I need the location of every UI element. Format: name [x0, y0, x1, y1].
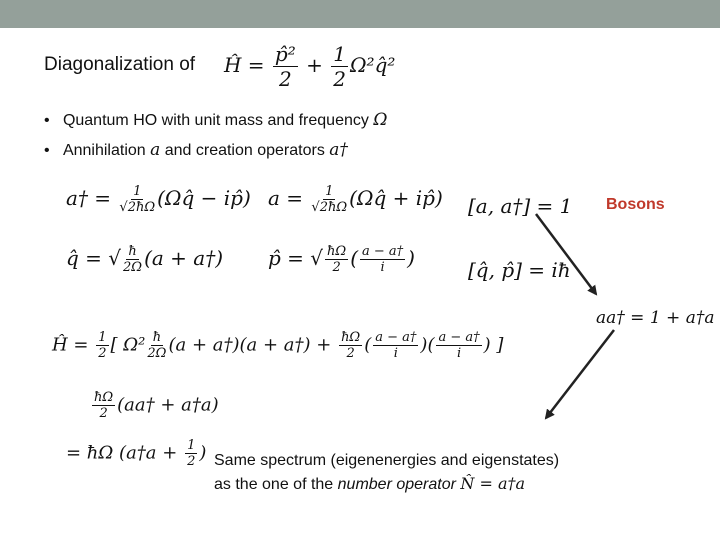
eq-a: a = $\frac{1}{√2ħ\Omega}$ (Ωq̂ + ip̂) [268, 184, 443, 215]
eq-a-dagger: a† = $\frac{1}{√2ħ\Omega}$ (Ωq̂ − ip̂) [66, 184, 251, 215]
title-text: Diagonalization of [44, 54, 196, 75]
bullet-1: • Quantum HO with unit mass and frequency Ω [44, 110, 388, 130]
bullet-2-text-b: and creation operators [164, 142, 325, 159]
bullet-1-text: Quantum HO with unit mass and frequency [62, 112, 369, 129]
arrow-to-boson-relation [536, 214, 596, 294]
number-operator-formula: N̂ = a†a [460, 474, 526, 493]
eq-boson-relation: aa† = 1 + a†a [596, 308, 715, 328]
footer-line-1: Same spectrum (eigenenergies and eigenstates) [214, 452, 560, 469]
annihilation-symbol: a [150, 140, 161, 160]
omega-symbol: Ω [373, 110, 388, 130]
eq-h-line-1: Ĥ = $\frac{1}{2}$ [ Ω² $\frac{ħ}{2\Omega}$ (a + a†)(a + a†) + $\frac{ħ\Omega}{2}$ ( $\frac{a - a\dagger}{i}$ )( $\frac{a - a\dagger}{i}$ ) ] [52, 330, 504, 361]
creation-symbol: a† [329, 140, 348, 160]
eq-p-hat: p̂ = √ $\frac{ħ\Omega}{2}$ ( $\frac{a - a\dagger}{i}$ ) [268, 244, 415, 275]
bullet-2: • Annihilation a and creation operators a† [44, 140, 348, 160]
eq-h-line-2: $\frac{ħ\Omega}{2}$ (aa† + a†a) [94, 390, 219, 421]
eq-commutator: [a, a†] = 1 [468, 194, 573, 218]
arrow-to-spectrum [546, 330, 614, 418]
footer-line-2-text-a: as the one of the [214, 476, 334, 493]
eq-q-hat: q̂ = √ $\frac{ħ}{2\Omega}$ (a + a†) [66, 244, 224, 275]
title-hamiltonian: Ĥ = $\frac{\text{p̂²}}{2}$ + $\frac{1}{2}$ Ω²q̂² [224, 42, 396, 91]
eq-qp-commutator: [q̂, p̂] = iħ [468, 258, 571, 282]
bullet-2-text-a: Annihilation [62, 142, 146, 159]
bosons-label: Bosons [606, 196, 665, 213]
number-operator-label: number operator [337, 476, 456, 493]
eq-h-line-3: = ħΩ (a†a + $\frac{1}{2}$ ) [66, 438, 207, 469]
